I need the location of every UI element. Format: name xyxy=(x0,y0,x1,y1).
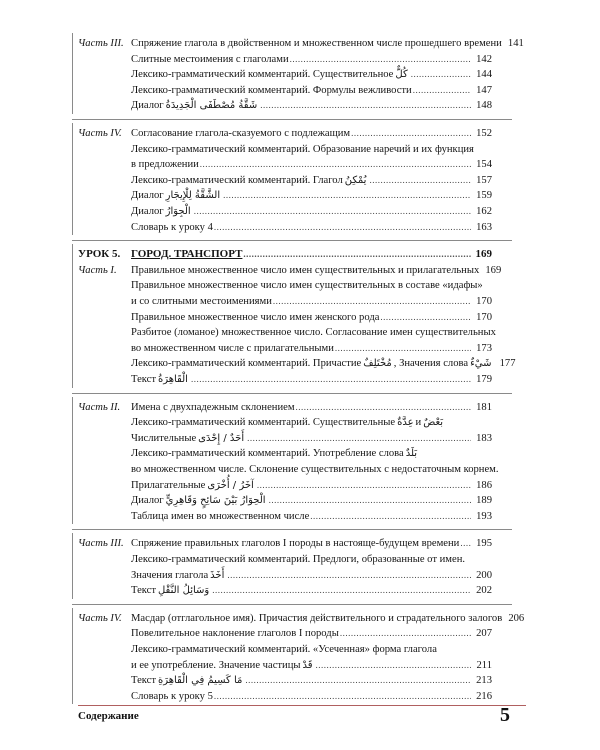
dot-leader xyxy=(340,626,471,641)
toc-part-label: Часть IV. xyxy=(78,612,122,624)
entry-text: и ее употребление. Значение частицы xyxy=(131,659,301,671)
dot-leader xyxy=(245,673,471,688)
toc-page-number: 195 xyxy=(476,538,492,550)
entry-text: Правильное множественное число имен женского рода xyxy=(131,311,380,323)
toc-entry-title xyxy=(131,247,242,262)
toc-entry-title xyxy=(131,52,289,67)
toc-page-number: 216 xyxy=(476,690,492,702)
entry-text: Текст xyxy=(131,374,156,385)
section-margin-line xyxy=(72,33,73,114)
toc-entry-title xyxy=(131,536,459,551)
toc-entry-title xyxy=(131,36,502,51)
toc-entry-title xyxy=(131,462,499,477)
toc-entry-title xyxy=(131,552,465,567)
toc-entry-title xyxy=(131,278,483,293)
arabic-term: بَعْضٌ xyxy=(423,417,444,429)
toc-entry xyxy=(0,310,600,325)
toc-entry xyxy=(0,509,600,524)
toc-page-number: 173 xyxy=(476,342,492,354)
arabic-term: كُلٌّ xyxy=(395,69,408,81)
arabic-term: مَا كَسِيمُ فِي الْقَاهِرَةِ xyxy=(157,675,243,687)
entry-text: Диалог xyxy=(131,206,164,217)
entry-text: Спряжение правильных глаголов I породы в настояще-будущем времени xyxy=(131,538,460,550)
toc-entry xyxy=(0,247,600,262)
toc-entry xyxy=(0,415,600,430)
entry-text: Повелительное наклонение глаголов I породы xyxy=(131,628,339,640)
entry-text: и xyxy=(415,417,422,429)
toc-entry xyxy=(0,325,600,340)
entry-text: Диалог xyxy=(131,190,164,202)
toc-entry xyxy=(0,446,600,461)
toc-entry xyxy=(0,142,600,157)
toc-entry-title xyxy=(131,98,259,113)
arabic-term: شَقَّةُ مُصْطَفَى الْجَدِيدَةُ xyxy=(165,100,258,112)
toc-page-number: 159 xyxy=(476,190,492,202)
toc-page-number: 162 xyxy=(476,206,492,217)
entry-text: Согласование глагола-сказуемого с подлежащим xyxy=(131,128,351,139)
dot-leader xyxy=(335,341,471,356)
arabic-term: عِدَّةٌ xyxy=(397,417,414,429)
toc-entry-title xyxy=(131,658,315,673)
toc-page-number: 148 xyxy=(476,100,492,112)
arabic-term: بَلَدٌ xyxy=(405,448,418,460)
toc-entry-title xyxy=(131,493,268,508)
toc-entry xyxy=(0,493,600,508)
toc-entry xyxy=(0,431,600,446)
section-margin-line xyxy=(72,533,73,598)
toc-entry-title xyxy=(131,341,334,356)
toc-part-label: Часть IV. xyxy=(78,128,122,139)
toc-entry xyxy=(0,220,600,235)
toc-entry-title xyxy=(131,478,256,493)
toc-entry-title xyxy=(131,204,193,219)
toc-entry xyxy=(0,83,600,98)
dot-leader xyxy=(191,372,471,387)
entry-text: Диалог xyxy=(131,100,164,112)
dot-leader xyxy=(227,568,471,583)
arabic-term: شَيْءٌ xyxy=(470,358,492,370)
dot-leader xyxy=(212,583,471,598)
toc-page-number: 163 xyxy=(476,221,492,233)
entry-text: Лексико-грамматический комментарий. Формулы вежливости xyxy=(131,84,412,96)
toc-entry xyxy=(0,36,600,51)
toc-entry xyxy=(0,642,600,657)
toc-entry-title xyxy=(131,568,226,583)
arabic-term: أَخَذَ xyxy=(210,569,225,581)
entry-text: Лексико-грамматический комментарий. Предлоги, образованные от имен. xyxy=(131,554,466,565)
entry-text: Текст xyxy=(131,585,156,597)
section-divider xyxy=(72,393,512,394)
section-divider xyxy=(72,119,512,120)
dot-leader xyxy=(247,431,471,446)
toc-entry-title xyxy=(131,173,368,188)
toc-entry xyxy=(0,583,600,598)
toc-page-number: 202 xyxy=(476,585,492,597)
toc-entry xyxy=(0,52,600,67)
toc-page-number: 211 xyxy=(476,659,492,671)
arabic-term: قَدْ xyxy=(302,659,313,671)
toc-part-label: УРОК 5. xyxy=(78,248,121,261)
entry-text: Числительные xyxy=(131,432,197,444)
entry-text: ГОРОД. ТРАНСПОРТ xyxy=(131,248,243,261)
toc-entry-title xyxy=(131,157,199,172)
toc-entry xyxy=(0,278,600,293)
toc-page-number: 179 xyxy=(476,374,492,385)
entry-text: Словарь к уроку 4 xyxy=(131,221,213,233)
arabic-term: آخَرُ / أُخْرَى xyxy=(207,479,254,491)
entry-text: Правильное множественное число имен существительных и прилагательных xyxy=(131,264,480,276)
arabic-term: يُمْكِنُ xyxy=(344,174,367,186)
dot-leader xyxy=(369,173,471,188)
entry-text: и со слитными местоимениями xyxy=(131,296,272,307)
arabic-term: الْقَاهِرَةُ xyxy=(157,374,188,385)
entry-text: Имена с двухпадежным склонением xyxy=(131,401,295,413)
toc-entry-title xyxy=(131,220,213,235)
dot-leader xyxy=(223,188,471,203)
entry-text: во множественном числе с прилагательными xyxy=(131,342,334,354)
toc-page-number: 152 xyxy=(476,128,492,139)
toc-page-number: 147 xyxy=(476,84,492,96)
footer-page-number: 5 xyxy=(500,704,510,726)
toc-page-number: 169 xyxy=(475,248,492,261)
toc-entry-title xyxy=(131,325,496,340)
toc-page-number: 177 xyxy=(499,358,516,370)
dot-leader xyxy=(273,294,471,309)
toc-page-number: 170 xyxy=(476,296,492,307)
toc-page-number: 193 xyxy=(476,510,492,522)
entry-text: Прилагательные xyxy=(131,479,206,491)
dot-leader xyxy=(200,157,471,172)
toc-entry-title xyxy=(131,583,211,598)
toc-entry-title xyxy=(131,689,213,704)
section-margin-line xyxy=(72,123,73,235)
entry-text: Значения глагола xyxy=(131,569,209,581)
toc-entry xyxy=(0,462,600,477)
toc-entry xyxy=(0,98,600,113)
toc-entry-title xyxy=(131,431,246,446)
toc-entry-title xyxy=(131,126,350,141)
entry-text: , Значения слова xyxy=(393,358,469,370)
toc-entry-title xyxy=(131,415,445,430)
entry-text: Лексико-грамматический комментарий. «Усеченная» форма глагола xyxy=(131,644,437,655)
toc-entry xyxy=(0,372,600,387)
toc-entry xyxy=(0,536,600,551)
dot-leader xyxy=(380,310,471,325)
dot-leader xyxy=(296,400,471,415)
dot-leader xyxy=(411,67,471,82)
toc-page-number: 144 xyxy=(476,69,492,81)
toc-entry-title xyxy=(131,294,272,309)
entry-text: Таблица имен во множественном числе xyxy=(131,510,310,522)
toc-page-number: 189 xyxy=(476,495,492,507)
dot-leader xyxy=(316,658,471,673)
toc-page-number: 207 xyxy=(476,628,492,640)
entry-text: Лексико-грамматический комментарий. Образование наречий и их функция xyxy=(131,143,474,155)
toc-page-number: 186 xyxy=(476,479,492,491)
toc-entry-title xyxy=(131,673,244,688)
entry-text: во множественном числе. Склонение существительных с недостаточным корнем. xyxy=(131,464,499,475)
toc-entry-title xyxy=(131,372,190,387)
entry-text: Словарь к уроку 5 xyxy=(131,690,213,702)
toc-page-number: 154 xyxy=(476,159,492,171)
toc-part-label: Часть II. xyxy=(78,401,121,413)
toc-page-number: 213 xyxy=(476,675,492,687)
entry-text: Текст xyxy=(131,675,156,687)
dot-leader xyxy=(460,536,471,551)
toc-part-label: Часть I. xyxy=(78,264,117,276)
entry-text: Лексико-грамматический комментарий. Глагол xyxy=(131,174,343,186)
entry-text: Лексико-грамматический комментарий. Причастие xyxy=(131,358,362,370)
entry-text: Лексико-грамматический комментарий. Существительное xyxy=(131,69,394,81)
arabic-term: الشَّقَّةُ لِلْإِيجَارِ xyxy=(165,190,221,202)
toc-entry xyxy=(0,552,600,567)
section-margin-line xyxy=(72,397,73,525)
footer-title: Содержание xyxy=(78,710,139,722)
toc-entry xyxy=(0,341,600,356)
dot-leader xyxy=(269,493,471,508)
toc-entry xyxy=(0,626,600,641)
toc-entry xyxy=(0,294,600,309)
toc-entry-title xyxy=(131,310,379,325)
dot-leader xyxy=(257,478,471,493)
arabic-term: الْحِوَارُ بَيْنَ سَائِحٍ وَقَاهِرِيٍّ xyxy=(165,495,266,507)
toc-entry-title xyxy=(131,611,502,626)
entry-text: Масдар (отглагольное имя). Причастия действительного и страдательного залогов xyxy=(131,612,503,624)
entry-text: Диалог xyxy=(131,495,164,507)
entry-text: Правильное множественное число имен существительных в составе «идафы» xyxy=(131,280,483,292)
dot-leader xyxy=(351,126,471,141)
dot-leader xyxy=(290,52,471,67)
toc-entry xyxy=(0,400,600,415)
dot-leader xyxy=(413,83,471,98)
toc-entry xyxy=(0,689,600,704)
dot-leader xyxy=(243,247,471,262)
toc-entry xyxy=(0,126,600,141)
toc-entry-title xyxy=(131,400,295,415)
toc-page-number: 206 xyxy=(508,612,525,624)
dot-leader xyxy=(214,220,471,235)
toc-entry-title xyxy=(131,83,412,98)
toc-page-number: 200 xyxy=(476,569,492,581)
toc-entry xyxy=(0,157,600,172)
toc-part-label: Часть III. xyxy=(78,538,124,550)
toc-entry-title xyxy=(131,446,419,461)
entry-text: в предложении xyxy=(131,159,199,171)
toc-entry xyxy=(0,658,600,673)
section-margin-line xyxy=(72,608,73,705)
section-divider xyxy=(72,604,512,605)
toc-entry xyxy=(0,356,600,371)
entry-text: Лексико-грамматический комментарий. Существительные xyxy=(131,417,396,429)
toc-page-number: 181 xyxy=(476,401,492,413)
toc-page-number: 157 xyxy=(476,174,492,186)
toc-entry xyxy=(0,173,600,188)
toc-entry xyxy=(0,478,600,493)
toc-entry-title xyxy=(131,263,479,278)
entry-text: Лексико-грамматический комментарий. Употребление слова xyxy=(131,448,404,460)
toc-entry-title xyxy=(131,67,410,82)
toc-entry xyxy=(0,673,600,688)
section-divider xyxy=(72,529,512,530)
toc-entry xyxy=(0,611,600,626)
toc-page-number: 141 xyxy=(507,38,524,49)
toc-entry-title xyxy=(131,642,437,657)
toc-entry xyxy=(0,188,600,203)
arabic-term: أَحَدٌ / إِحْدَى xyxy=(198,432,245,444)
toc-page-number: 142 xyxy=(476,53,492,65)
toc-entry xyxy=(0,568,600,583)
dot-leader xyxy=(260,98,471,113)
toc-page-number: 183 xyxy=(476,432,492,444)
section-divider xyxy=(72,240,512,241)
footer-rule xyxy=(78,705,526,706)
entry-text: Слитные местоимения с глаголами xyxy=(131,53,289,65)
dot-leader xyxy=(214,689,471,704)
arabic-term: مُخْتَلِفٌ xyxy=(363,358,392,370)
entry-text: Разбитое (ломаное) множественное число. Согласование имен существительных xyxy=(131,327,496,339)
toc-entry xyxy=(0,204,600,219)
toc-entry-title xyxy=(131,188,222,203)
toc-entry xyxy=(0,263,600,278)
dot-leader xyxy=(194,204,471,219)
toc-page-number: 169 xyxy=(485,264,502,276)
dot-leader xyxy=(310,509,471,524)
section-margin-line xyxy=(72,244,73,387)
arabic-term: الْجِوَارُ xyxy=(165,206,191,217)
toc-entry-title xyxy=(131,142,474,157)
entry-text: Спряжение глагола в двойственном и множественном числе прошедшего времени xyxy=(131,38,502,49)
toc-page-number: 170 xyxy=(476,311,492,323)
toc-entry-title xyxy=(131,356,493,371)
toc-entry-title xyxy=(131,509,309,524)
arabic-term: وَسَائِلُ النَّقْلِ xyxy=(157,585,210,597)
toc-entry-title xyxy=(131,626,339,641)
toc-entry xyxy=(0,67,600,82)
toc-part-label: Часть III. xyxy=(78,38,124,49)
